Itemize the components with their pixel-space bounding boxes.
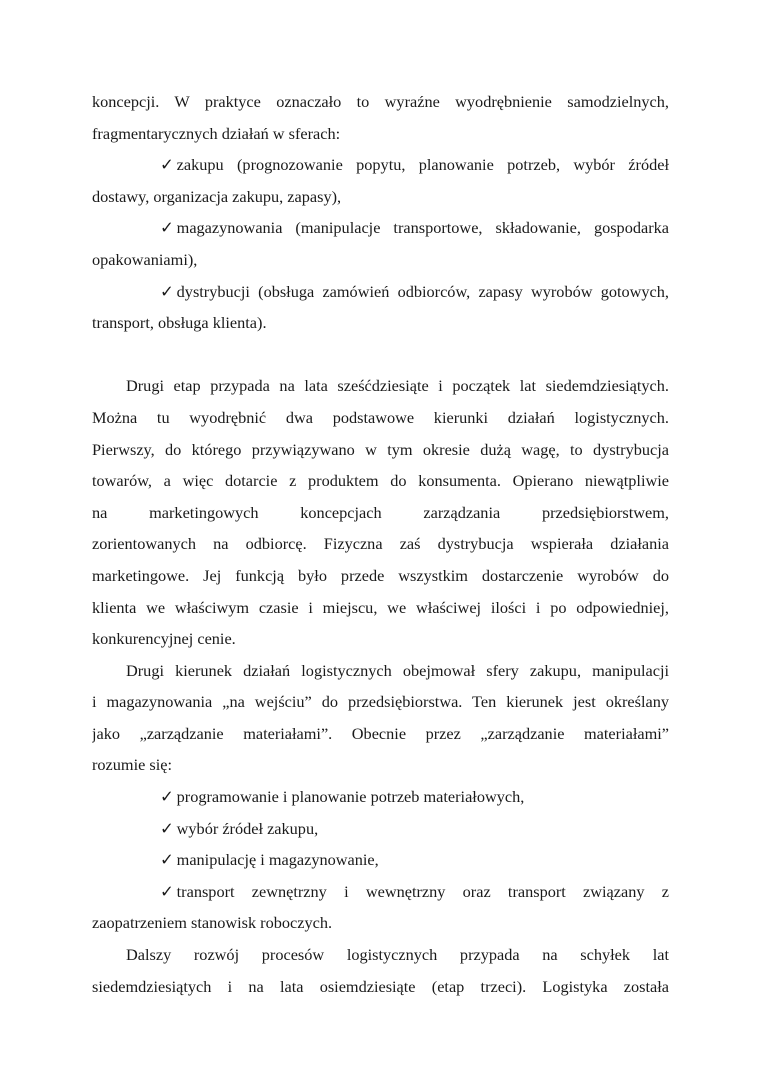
text-line: na marketingowych koncepcjach zarządzania przedsiębiorstwem, (92, 502, 669, 522)
text-line: Drugi etap przypada na lata sześćdziesiąte i początek lat siedemdziesiątych. (126, 376, 669, 396)
bullet-item: ✓ manipulację i magazynowanie, (92, 844, 669, 876)
body-text (92, 86, 669, 1002)
text-line: jako „zarządzanie materiałami”. Obecnie przez „zarządzanie materiałami” (92, 723, 669, 743)
text-line: Pierwszy, do którego przywiązywano w tym okresie dużą wagę, to dystrybucja (92, 439, 669, 459)
text-line: siedemdziesiątych i na lata osiemdziesiąte (etap trzeci). Logistyka została (92, 976, 669, 996)
text-line: koncepcji. W praktyce oznaczało to wyraźne wyodrębnienie samodzielnych, (92, 92, 669, 111)
text-line: Drugi kierunek działań logistycznych obejmował sfery zakupu, manipulacji (126, 660, 669, 680)
bullet-item: ✓ dystrybucji (obsługa zamówień odbiorców, zapasy wyrobów gotowych, (92, 276, 669, 308)
checkmark-icon: ✓ (160, 155, 174, 175)
text-line: zorientowanych na odbiorcę. Fizyczna zaś dystrybucja wspierała działania (92, 534, 669, 554)
text-line: transport, obsługa klienta). (92, 313, 267, 333)
checkmark-icon: ✓ (160, 281, 174, 301)
text-line: konkurencyjnej cenie. (92, 629, 236, 649)
bullet-item: ✓ wybór źródeł zakupu, (92, 813, 669, 845)
bullet-item: ✓ transport zewnętrzny i wewnętrzny oraz transport związany z (92, 876, 669, 908)
checkmark-icon: ✓ (160, 218, 174, 238)
bullet-item: ✓ programowanie i planowanie potrzeb materiałowych, (92, 781, 669, 813)
checkmark-icon: ✓ (160, 881, 174, 901)
text-line: Można tu wyodrębnić dwa podstawowe kierunki działań logistycznych. (92, 407, 669, 427)
text-line: Dalszy rozwój procesów logistycznych przypada na schyłek lat (126, 945, 669, 965)
bullet-item: ✓ magazynowania (manipulacje transportowe, składowanie, gospodarka (92, 212, 669, 244)
paragraph-gap (92, 339, 669, 371)
text-line: opakowaniami), (92, 249, 198, 269)
text-line: marketingowe. Jej funkcją było przede wszystkim dostarczenie wyrobów do (92, 565, 669, 585)
text-line: dostawy, organizacja zakupu, zapasy), (92, 186, 342, 206)
text-line: klienta we właściwym czasie i miejscu, we właściwej ilości i po odpowiedniej, (92, 597, 669, 617)
text-line: fragmentarycznych działań w sferach: (92, 123, 341, 143)
text-line: zaopatrzeniem stanowisk roboczych. (92, 913, 333, 933)
text-line: rozumie się: (92, 755, 173, 775)
checkmark-icon: ✓ (160, 787, 174, 807)
checkmark-icon: ✓ (160, 818, 174, 838)
text-line: i magazynowania „na wejściu” do przedsiębiorstwa. Ten kierunek jest określany (92, 692, 669, 712)
bullet-item: ✓ zakupu (prognozowanie popytu, planowanie potrzeb, wybór źródeł (92, 149, 669, 181)
text-line: towarów, a więc dotarcie z produktem do konsumenta. Opierano niewątpliwie (92, 471, 669, 491)
checkmark-icon: ✓ (160, 850, 174, 870)
